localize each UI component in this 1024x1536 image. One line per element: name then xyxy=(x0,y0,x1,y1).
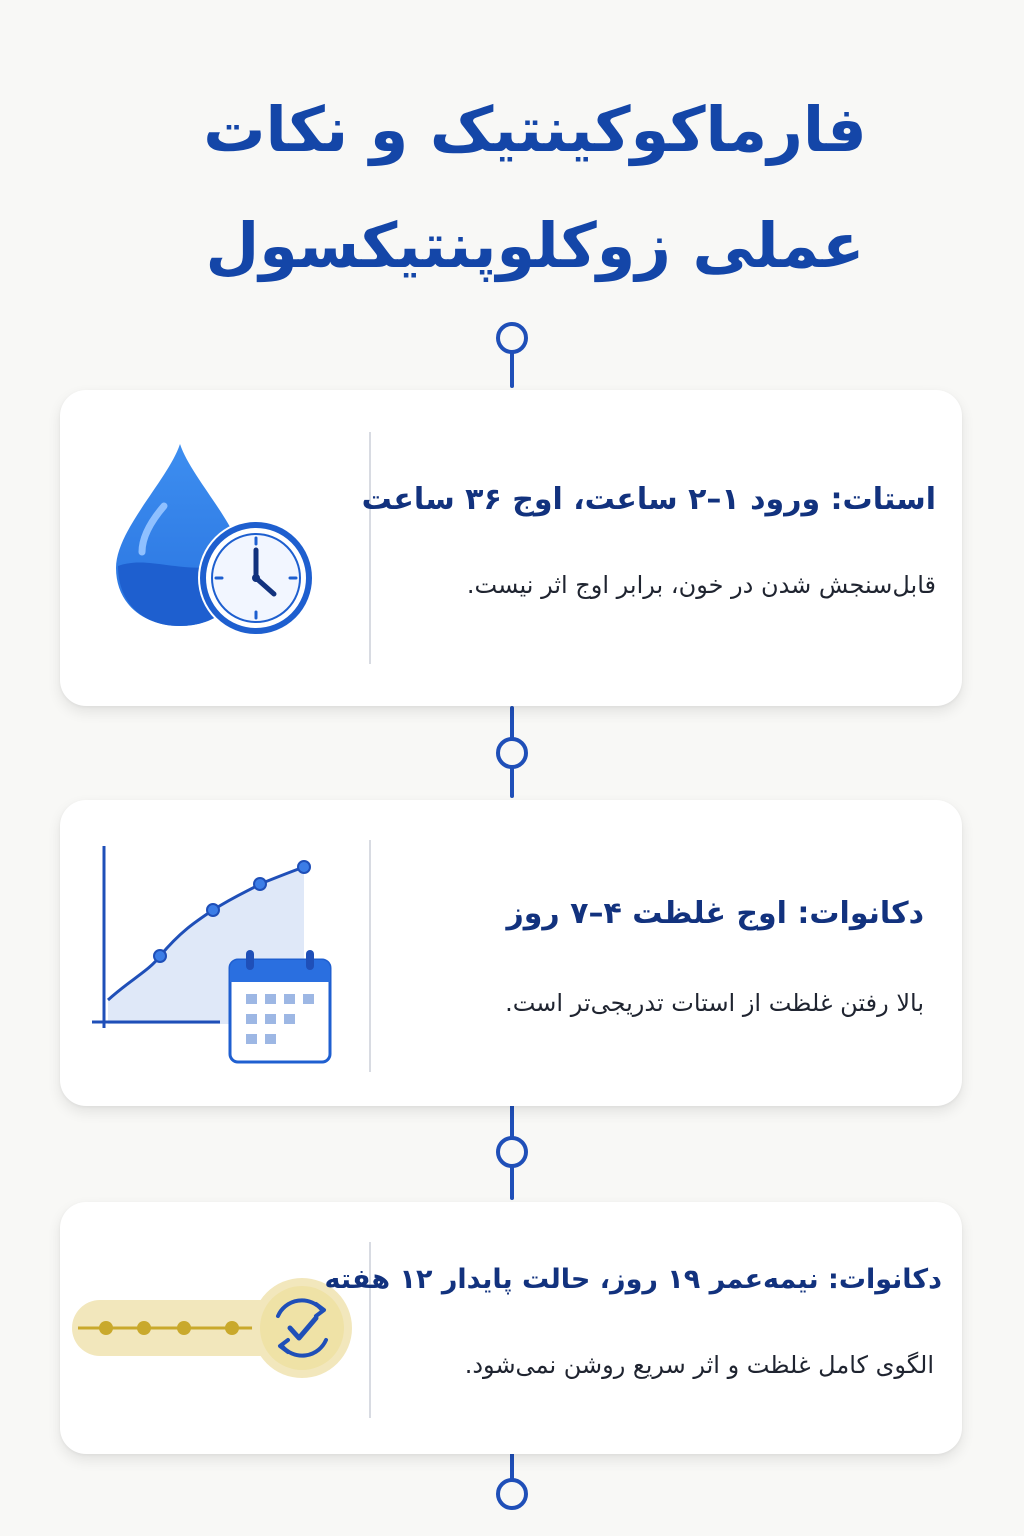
card-heading: استات: ورود ۱–۲ ساعت، اوج ۳۶ ساعت xyxy=(361,482,936,517)
card-decanoate-peak xyxy=(60,800,962,1106)
timeline-node xyxy=(496,322,528,354)
card-body: قابل‌سنجش شدن در خون، برابر اوج اثر نیست. xyxy=(466,571,936,599)
card-heading: دکانوات: اوج غلظت ۴–۷ روز xyxy=(506,896,924,931)
timeline-node xyxy=(496,1478,528,1510)
card-text xyxy=(325,1260,942,1382)
card-body: بالا رفتن غلظت از استات تدریجی‌تر است. xyxy=(505,989,924,1017)
timeline-steady-state-icon xyxy=(70,1270,360,1382)
timeline-node xyxy=(496,1136,528,1168)
timeline-node xyxy=(496,737,528,769)
timeline-segment xyxy=(510,350,514,388)
card-heading: دکانوات: نیمه‌عمر ۱۹ روز، حالت پایدار ۱۲ هفته xyxy=(324,1264,942,1295)
card-decanoate-steady-state xyxy=(60,1202,962,1454)
card-text xyxy=(362,480,936,602)
droplet-clock-icon xyxy=(112,440,322,640)
title-line-2: عملی زوکلوپنتیکسول xyxy=(205,209,865,282)
rising-curve-calendar-icon xyxy=(90,840,370,1080)
title-line-1: فارماکوکینتیک و نکات xyxy=(203,93,867,166)
card-acetate-onset xyxy=(60,390,962,706)
card-body: الگوی کامل غلظت و اثر سریع روشن نمی‌شود. xyxy=(464,1351,934,1379)
page-title xyxy=(150,72,920,304)
card-text xyxy=(505,894,924,1020)
